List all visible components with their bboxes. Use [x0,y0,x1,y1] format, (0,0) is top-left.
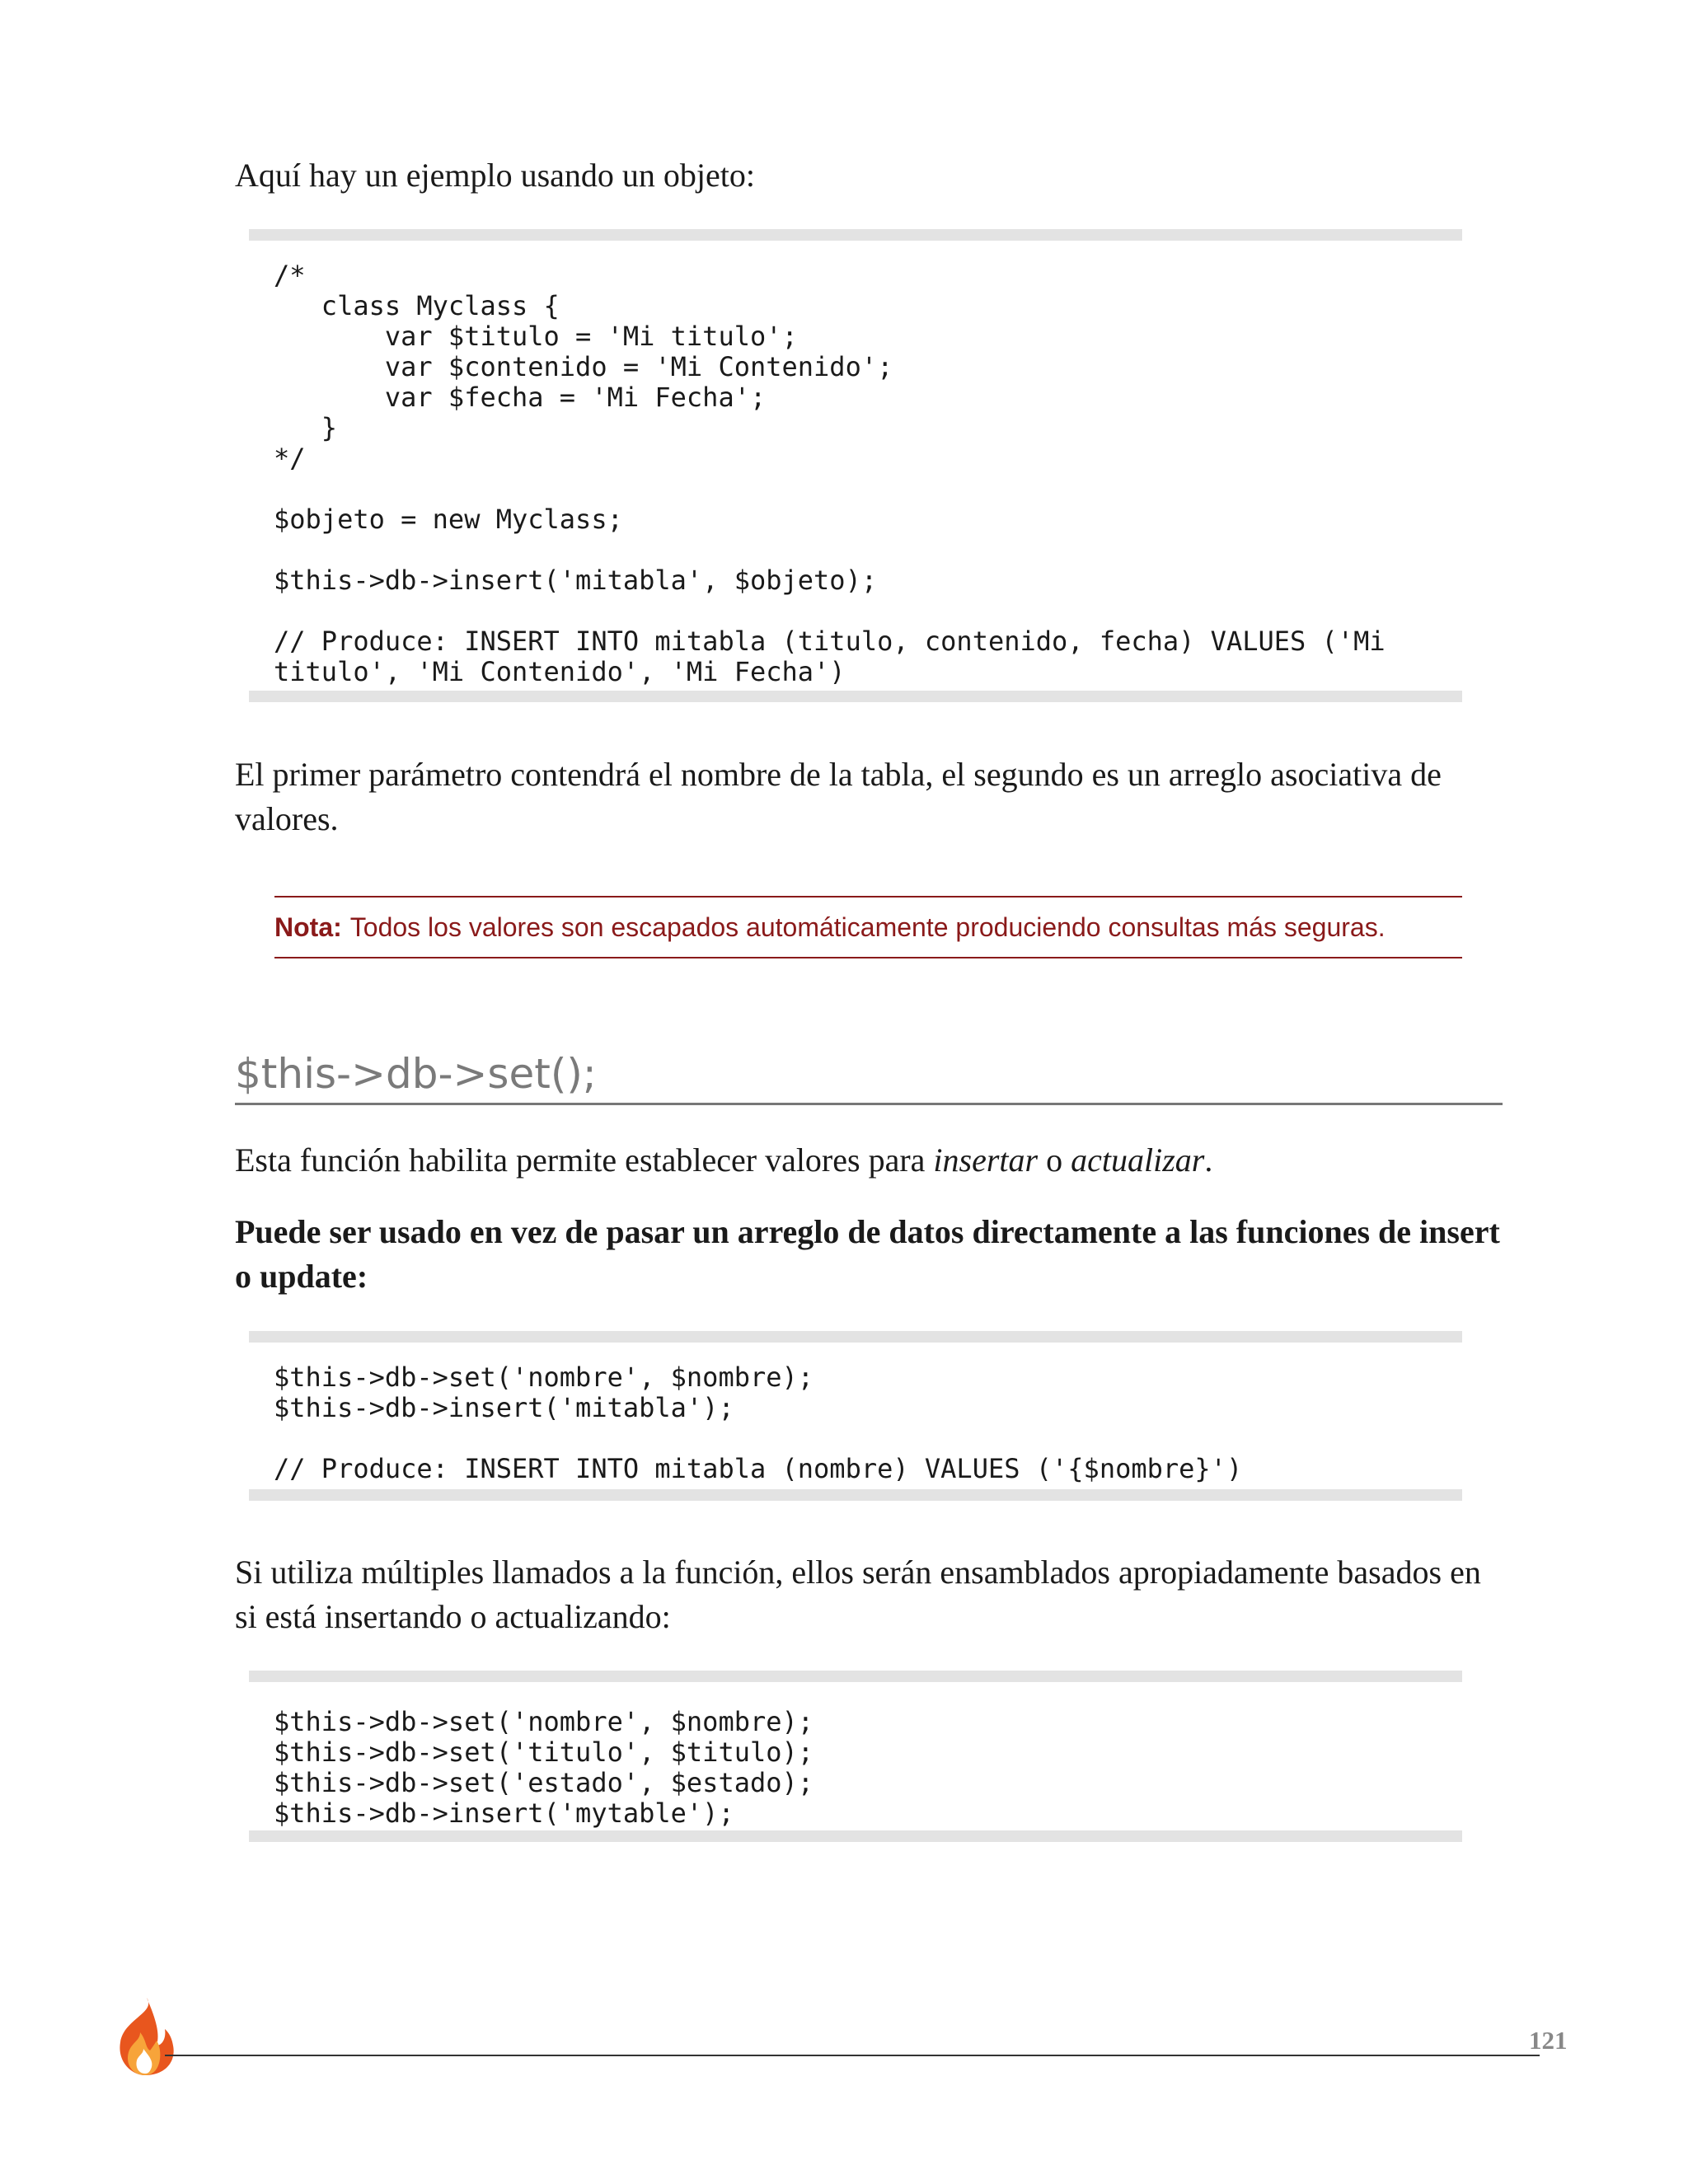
intro-paragraph: Aquí hay un ejemplo usando un objeto: [235,157,756,194]
emphasis-insertar: insertar [933,1141,1039,1179]
code-set-single: $this->db->set('nombre', $nombre); $this->db->insert('mitabla'); // Produce: INSERT INTO mitabla (nombre) VALUES ('{$nombre}') [274,1361,1243,1484]
note-label: Nota: [274,912,342,942]
flame-logo-icon [107,1994,181,2077]
emphasis-actualizar: actualizar [1071,1141,1205,1179]
code-block-set-multiple [249,1671,1462,1842]
set-description-paragraph [235,1138,1504,1183]
set-description-conjunction: o [1038,1141,1071,1179]
page-number: 121 [1529,2026,1568,2055]
note-box [274,896,1462,958]
set-description-period: . [1204,1141,1213,1179]
code-block-insert-object [249,229,1462,702]
multiple-calls-paragraph: Si utiliza múltiples llamados a la función, ellos serán ensamblados apropiadamente basados en si está insertando o actualizando: [235,1554,1481,1635]
bold-usage-paragraph: Puede ser usado en vez de pasar un arreglo de datos directamente a las funciones de insert o update: [235,1213,1500,1295]
code-insert-object: /* class Myclass { var $titulo = 'Mi titulo'; var $contenido = 'Mi Contenido'; var $fecha = 'Mi Fecha'; } */ $objeto = new Myclass; $this->db->insert('mitabla', $objeto); // Produce: INSERT INTO mitabla (titulo, contenido, fecha) VALUES ('Mi titulo', 'Mi Contenido', 'Mi Fecha') [274,260,1386,687]
note-text: Todos los valores son escapados automáticamente produciendo consultas más seguras. [349,912,1386,942]
table-param-paragraph: El primer parámetro contendrá el nombre de la tabla, el segundo es un arreglo asociativa de valores. [235,756,1442,837]
footer-rule [165,2055,1540,2056]
section-heading: $this->db->set(); [235,1043,1503,1105]
code-set-multiple: $this->db->set('nombre', $nombre); $this->db->set('titulo', $titulo); $this->db->set('estado', $estado); $this->db->insert('mytable'); [274,1706,814,1829]
code-block-set-single [249,1331,1462,1501]
set-description-text: Esta función habilita permite establecer valores para [235,1141,934,1179]
